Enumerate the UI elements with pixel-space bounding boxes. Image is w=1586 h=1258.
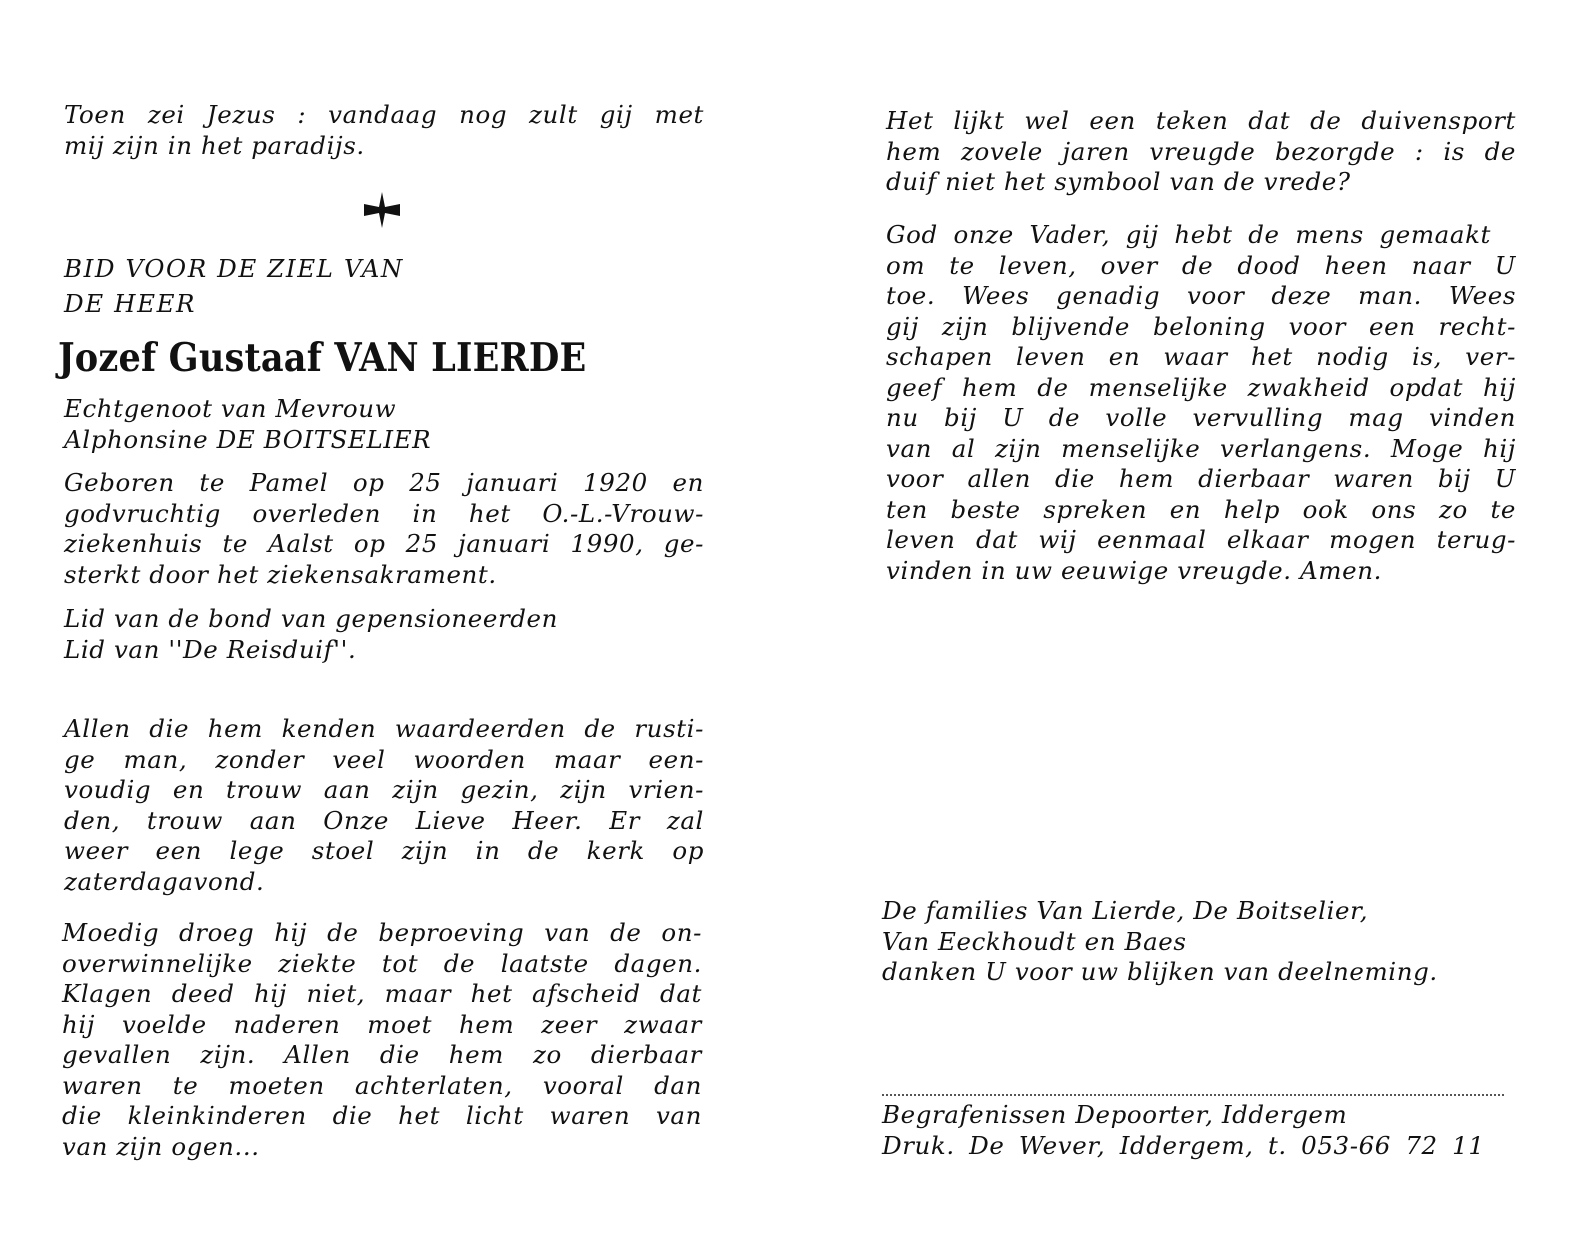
prayer-line: gij zijn blijvende beloning voor een recht- (886, 311, 1516, 341)
prayer-line: ten beste spreken en help ook ons zo te (886, 494, 1516, 524)
prayer-paragraph (886, 220, 1516, 586)
birth-death-line: sterkt door het ziekensakrament. (64, 559, 497, 589)
left-column (58, 0, 704, 1258)
tribute-paragraph-1 (64, 714, 704, 897)
tribute-line: zaterdagavond. (64, 866, 265, 896)
right-column (882, 0, 1522, 1258)
prayer-heading (64, 254, 404, 319)
spouse-line: Echtgenoot van Mevrouw (64, 394, 397, 423)
dove-line: duif niet het symbool van de vrede? (886, 167, 1351, 196)
tribute-line: Klagen deed hij niet, maar het afscheid dat (62, 979, 702, 1008)
prayer-line: leven dat wij eenmaal elkaar mogen terug- (886, 525, 1516, 554)
birth-death (64, 468, 704, 590)
imprint (882, 1100, 1485, 1161)
dove-line: Het lijkt wel een teken dat de duivensport (886, 106, 1516, 135)
deceased-name: Jozef Gustaaf VAN LIERDE (58, 335, 587, 381)
imprint-line: Begrafenissen Depoorter, Iddergem (882, 1100, 1348, 1129)
memberships (64, 604, 558, 665)
prayer-line: geef hem de menselijke zwakheid opdat hij (886, 372, 1516, 402)
spouse-line: Alphonsine DE BOITSELIER (64, 424, 432, 454)
prayer-line: schapen leven en waar het nodig is, ver- (886, 342, 1516, 371)
thanks-line: De families Van Lierde, De Boitselier, (882, 896, 1369, 925)
dove-paragraph (886, 106, 1516, 198)
thanks-line: danken U voor uw blijken van deelneming. (882, 957, 1438, 986)
tribute-line: Allen die hem kenden waardeerden de rusti- (64, 714, 704, 743)
tribute-line: ge man, zonder veel woorden maar een- (64, 744, 704, 774)
tribute-line: waren te moeten achterlaten, vooral dan (62, 1070, 702, 1100)
divider (882, 1094, 1504, 1096)
tribute-line: gevallen zijn. Allen die hem zo dierbaar (62, 1040, 702, 1069)
tribute-line: weer een lege stoel zijn in de kerk op (64, 836, 704, 865)
tribute-paragraph-2 (62, 918, 702, 1162)
prayer-line: God onze Vader, gij hebt de mens gemaakt (886, 220, 1491, 249)
prayer-line: vinden in uw eeuwige vreugde. Amen. (886, 555, 1382, 585)
membership-line: Lid van de bond van gepensioneerden (64, 604, 559, 633)
tribute-line: die kleinkinderen die het licht waren van (62, 1101, 702, 1130)
epigraph (64, 100, 704, 161)
prayer-heading-line: DE HEER (64, 288, 197, 318)
prayer-line: toe. Wees genadig voor deze man. Wees (886, 281, 1516, 310)
birth-death-line: godvruchtig overleden in het O.-L.-Vrouw- (64, 498, 704, 528)
tribute-line: den, trouw aan Onze Lieve Heer. Er zal (64, 805, 704, 835)
spouse (64, 394, 431, 455)
thanks-line: Van Eeckhoudt en Baes (882, 926, 1187, 956)
dove-line: hem zovele jaren vreugde bezorgde : is de (886, 136, 1516, 166)
prayer-line: van al zijn menselijke verlangens. Moge hij (886, 433, 1516, 463)
birth-death-line: Geboren te Pamel op 25 januari 1920 en (64, 468, 704, 497)
tribute-line: hij voelde naderen moet hem zeer zwaar (62, 1009, 702, 1039)
thanks-paragraph (882, 896, 1438, 988)
tribute-line: overwinnelijke ziekte tot de laatste dagen. (62, 948, 702, 978)
prayer-line: om te leven, over de dood heen naar U (886, 250, 1516, 280)
birth-death-line: ziekenhuis te Aalst op 25 januari 1990, ge- (64, 529, 704, 558)
epigraph-line: Toen zei Jezus : vandaag nog zult gij met (64, 100, 704, 129)
tribute-line: voudig en trouw aan zijn gezin, zijn vrien- (64, 775, 704, 804)
membership-line: Lid van ''De Reisduif''. (64, 634, 357, 664)
prayer-line: voor allen die hem dierbaar waren bij U (886, 464, 1516, 493)
cross-icon (362, 190, 402, 230)
prayer-heading-line: BID VOOR DE ZIEL VAN (64, 254, 404, 283)
tribute-line: Moedig droeg hij de beproeving van de on- (62, 918, 702, 947)
imprint-line: Druk. De Wever, Iddergem, t. 053-66 72 11 (882, 1130, 1485, 1160)
prayer-line: nu bij U de volle vervulling mag vinden (886, 403, 1516, 432)
tribute-line: van zijn ogen... (62, 1131, 260, 1161)
epigraph-line: mij zijn in het paradijs. (64, 130, 365, 160)
